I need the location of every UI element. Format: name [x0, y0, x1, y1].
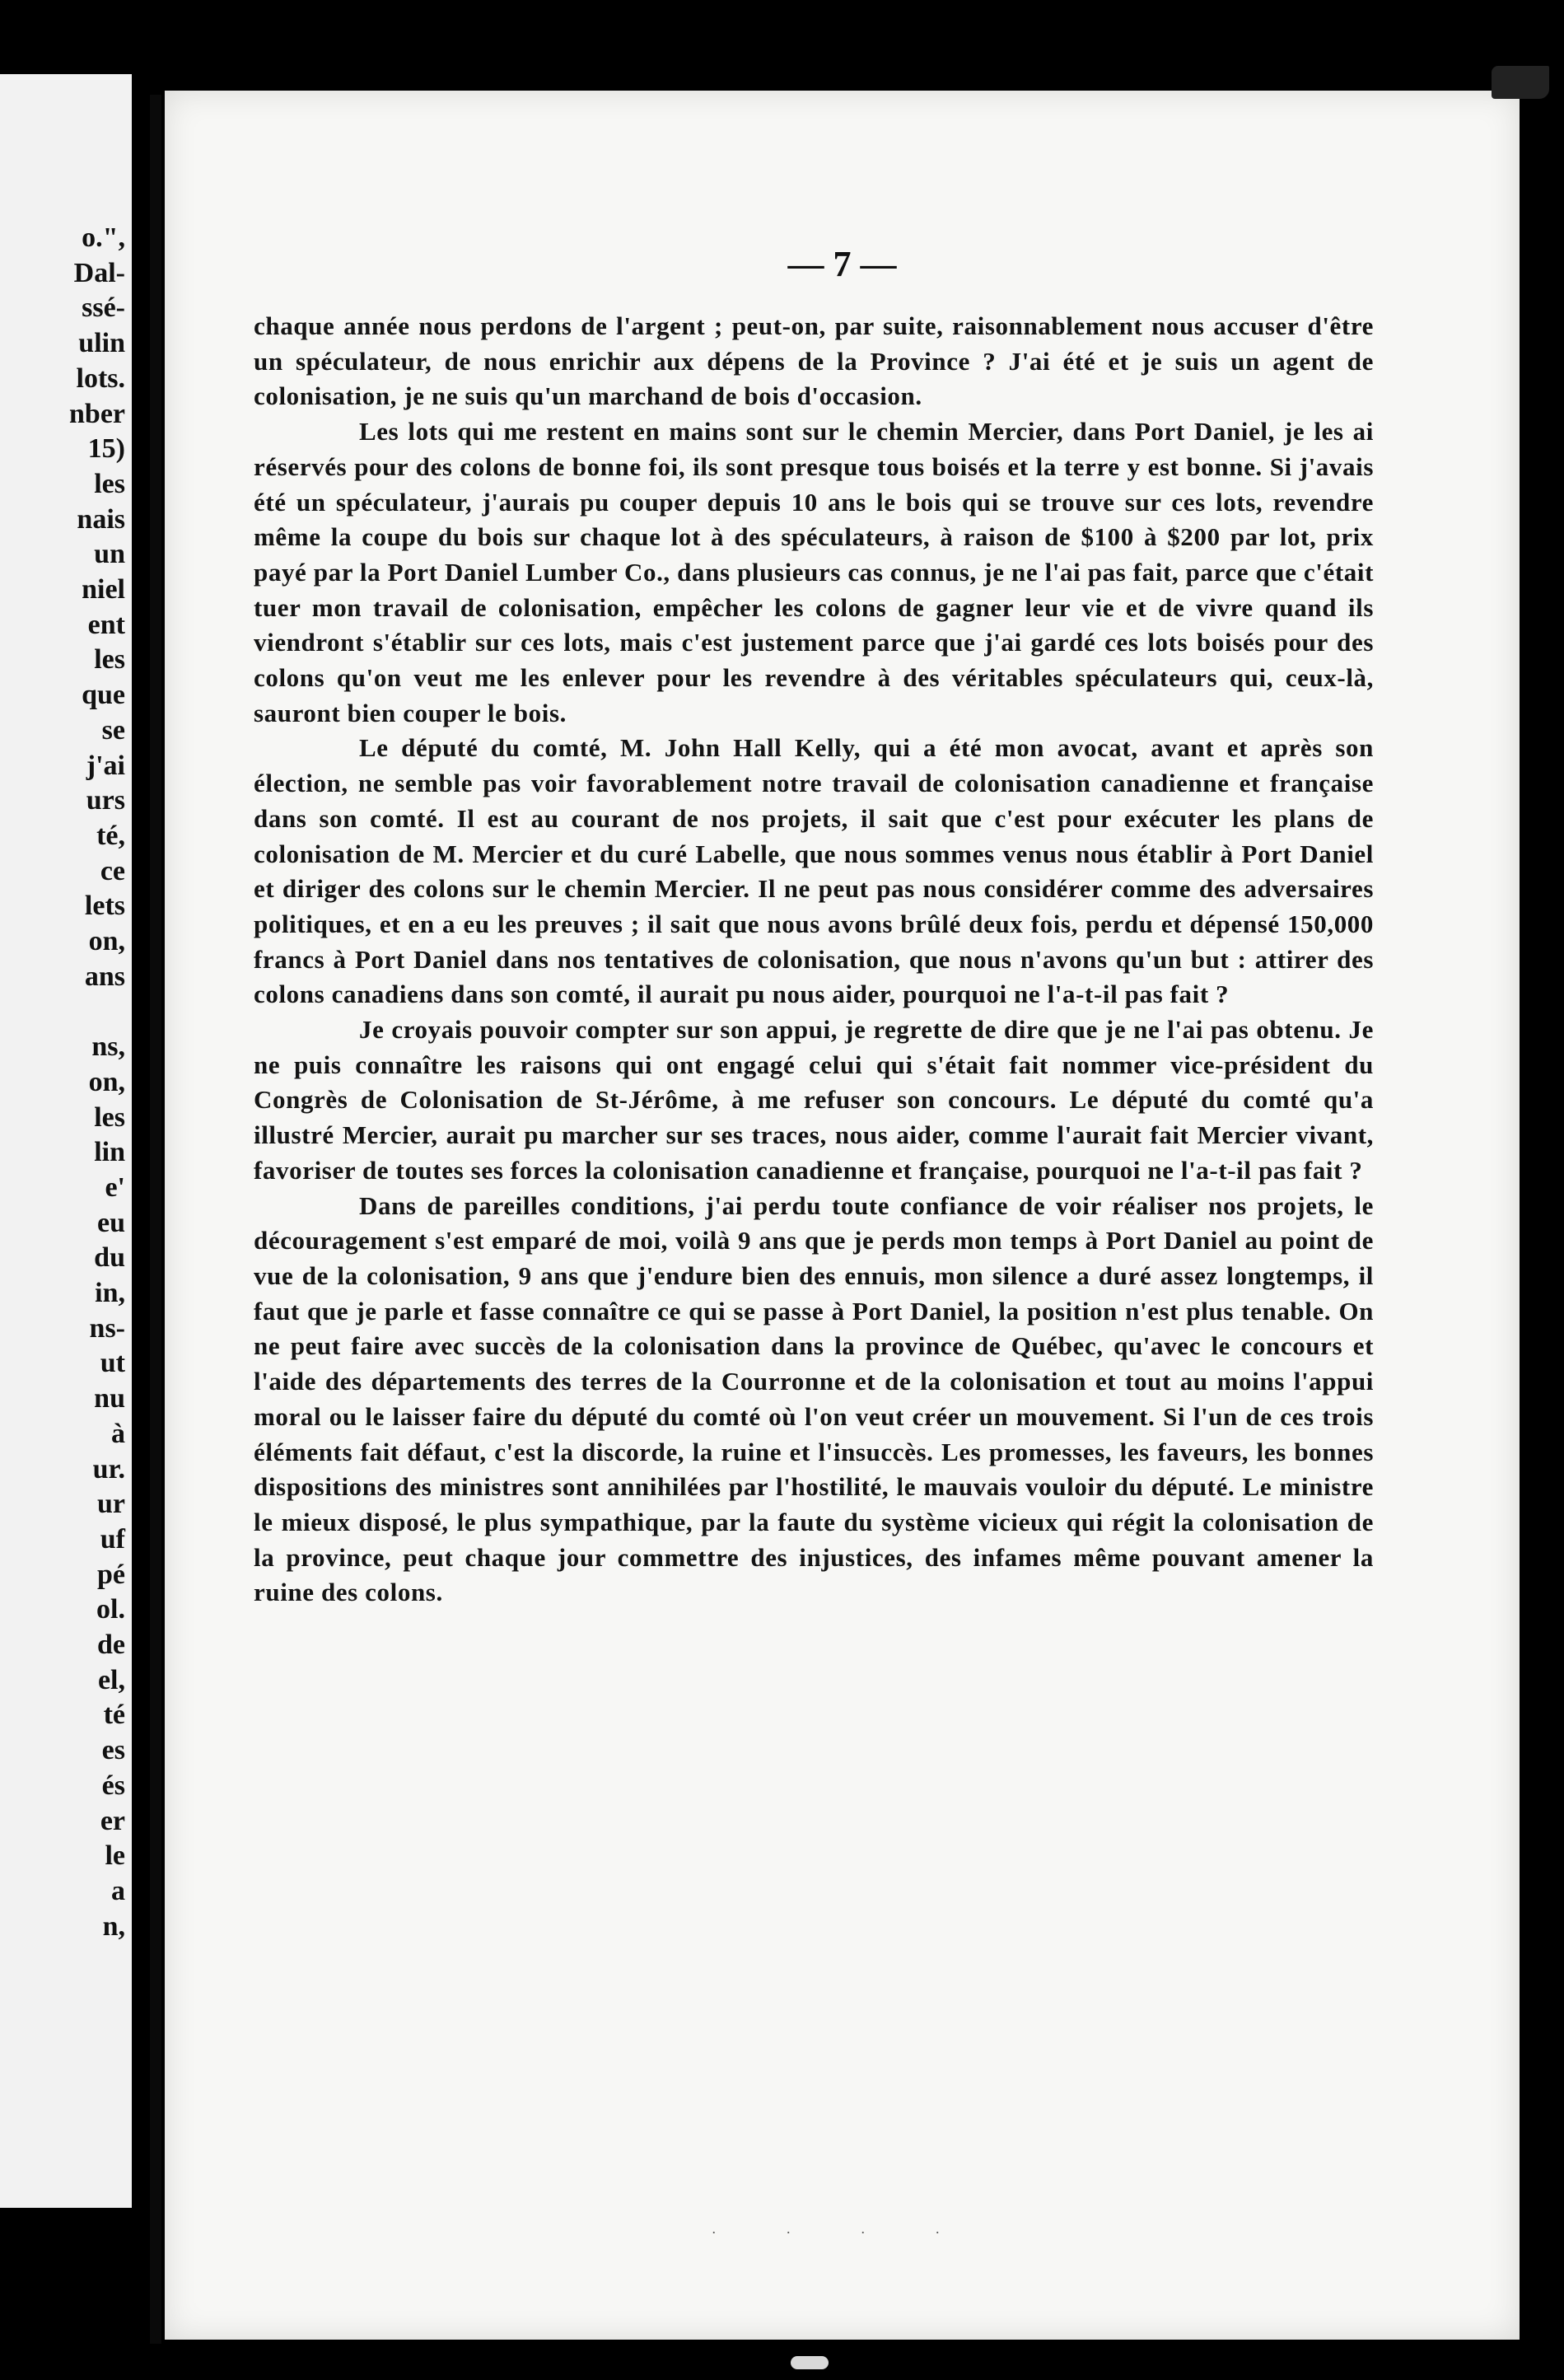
previous-page-fragment: lets — [84, 891, 125, 922]
previous-page-fragment: n, — [102, 1910, 125, 1942]
previous-page-fragment: er — [100, 1805, 125, 1836]
page-gutter — [150, 95, 161, 2344]
previous-page-fragment: eu — [97, 1207, 125, 1238]
previous-page-fragment: on, — [88, 1066, 125, 1097]
previous-page-fragment: el, — [97, 1664, 125, 1695]
previous-page-fragment: ssé- — [82, 292, 125, 324]
previous-page-fragment: 15) — [87, 433, 125, 465]
previous-page-fragment: té, — [96, 820, 125, 851]
previous-page-fragment: le — [105, 1840, 125, 1872]
paragraph-5: Dans de pareilles conditions, j'ai perdu toute confiance de voir réaliser nos projets, le découragement s'est emparé de moi, voilà 9 ans que je perds mon temps à Port Daniel au point de vue de la colonisation, 9 ans que j'endure bien des ennuis, mon silence a duré assez longtemps, il faut que je parle et fasse connaître ce qui se passe à Port Daniel, la position n'est plus tenable. On ne peut faire avec succès de la colonisation dans la province de Québec, qu'avec le concours et l'aide des départements des terres de la Courronne et de la colonisation et tout au moins l'appui moral ou le laisser faire du député du comté où l'on veut créer un mouvement. Si l'un de ces trois éléments fait défaut, c'est la discorde, la ruine et l'insuccès. Les promesses, les faveurs, les bonnes dispositions des ministres sont annihilées par l'hostilité, le mauvais vouloir du député. Le ministre le mieux disposé, le plus sympathique, par la faute du système vicieux qui régit la colonisation de la province, peut chaque jour commettre des injustices, des infames même pouvant amener la ruine des colons. — [254, 1190, 1374, 1607]
previous-page-fragment: les — [94, 644, 125, 676]
previous-page-fragment: ur — [97, 1489, 125, 1520]
previous-page-fragment: in, — [95, 1278, 125, 1308]
previous-page-fragment: ulin — [78, 328, 125, 359]
previous-page-fragment: niel — [82, 574, 125, 605]
previous-page-fragment: à — [111, 1418, 125, 1449]
previous-page-fragment: urs — [86, 785, 125, 816]
previous-page-fragment: ol. — [96, 1594, 125, 1625]
previous-page-fragment: on, — [88, 926, 125, 956]
previous-page-fragment: es — [101, 1735, 125, 1766]
scan-marks: · · · · — [711, 2224, 973, 2241]
previous-page-fragment: nber — [69, 398, 125, 429]
previous-page-fragment: les — [94, 468, 125, 499]
previous-page-fragment: ce — [100, 855, 125, 886]
previous-page-fragment: nais — [77, 503, 125, 535]
previous-page-fragment: se — [101, 714, 125, 746]
document-page — [165, 91, 1520, 2340]
previous-page-fragment: a — [111, 1875, 125, 1906]
previous-page-fragment: o.", — [82, 222, 125, 253]
previous-page-fragment: ans — [84, 961, 125, 992]
previous-page-edge — [0, 74, 132, 2208]
body-text — [254, 309, 1374, 1611]
previous-page-fragment: ur. — [92, 1453, 125, 1485]
previous-page-fragment: pé — [97, 1559, 125, 1590]
previous-page-fragment: de — [97, 1630, 125, 1660]
previous-page-fragment: ns- — [89, 1312, 125, 1344]
previous-page-fragment: uf — [100, 1523, 125, 1555]
previous-page-fragment: e' — [105, 1171, 125, 1203]
page-number: — 7 — — [787, 244, 897, 284]
previous-page-fragment: j'ai — [86, 750, 125, 781]
previous-page-fragment: que — [82, 680, 125, 711]
paragraph-4: Je croyais pouvoir compter sur son appui, je regrette de dire que je ne l'ai pas obtenu. Je ne puis connaître les raisons qui ont engagé celui qui s'était fait nommer vice-président du Congrès de Colonisation de St-Jérôme, à me refuser son concours. Le député du comté qu'a illustré Mercier, aurait pu marcher sur ses traces, nous aider, comme l'aurait fait Mercier vivant, favoriser de toutes ses forces la colonisation canadienne et française, pourquoi ne l'a-t-il pas fait ? — [254, 1015, 1374, 1185]
previous-page-fragment: té — [103, 1700, 125, 1731]
previous-page-fragment: les — [94, 1101, 125, 1133]
previous-page-fragment: lin — [94, 1137, 125, 1168]
scan-stamp — [791, 2356, 829, 2369]
paragraph-1: chaque année nous perdons de l'argent ; peut-on, par suite, raisonnablement nous accuser d'être un spéculateur, de nous enrichir aux dépens de la Province ? J'ai été et je suis un agent de colonisation, je ne suis qu'un marchand de bois d'occasion. — [254, 311, 1374, 411]
scan-smudge — [1492, 66, 1549, 99]
previous-page-fragment: lots. — [76, 362, 125, 394]
previous-page-fragment: du — [94, 1242, 125, 1274]
previous-page-fragment: és — [101, 1770, 125, 1801]
previous-page-fragment: ns, — [91, 1031, 125, 1063]
paragraph-2: Les lots qui me restent en mains sont sur le chemin Mercier, dans Port Daniel, je les ai réservés pour des colons de bonne foi, ils sont presque tous boisés et la terre y est bonne. Si j'avais été un spéculateur, j'aurais pu couper depuis 10 ans le bois qui se trouve sur ces lots, revendre même la coupe du bois sur chaque lot à des spéculateurs, à raison de $100 à $200 par lot, prix payé par la Port Daniel Lumber Co., dans plusieurs cas connus, je ne l'ai pas fait, parce que c'était tuer mon travail de colonisation, empêcher les colons de gagner leur vie et de vivre quand ils viendront s'établir sur ces lots, mais c'est justement parce que j'ai gardé ces lots boisés pour des colons qu'on veut me les enlever pour les revendre à des véritables spéculateurs qui, ceux-là, sauront bien couper le bois. — [254, 417, 1374, 727]
previous-page-fragment: Dal- — [73, 257, 125, 288]
paragraph-3: Le député du comté, M. John Hall Kelly, qui a été mon avocat, avant et après son élection, ne semble pas voir favorablement notre travail de colonisation canadienne et française dans son comté. Il est au courant de nos projets, il sait que c'est pour exécuter les plans de colonisation de M. Mercier et du curé Labelle, que nous sommes venus nous établir à Port Daniel et diriger des colons sur le chemin Mercier. Il ne peut pas nous considérer comme des adversaires politiques, et en a eu les preuves ; il sait que nous avons brûlé deux fois, perdu et dépensé 150,000 francs à Port Daniel dans nos tentatives de colonisation, que nous n'avons qu'un but : attirer des colons canadiens dans son comté, il aurait pu nous aider, pourquoi ne l'a-t-il pas fait ? — [254, 733, 1374, 1009]
previous-page-fragment: ent — [87, 609, 125, 640]
previous-page-fragment: un — [94, 539, 125, 570]
previous-page-fragment: nu — [94, 1383, 125, 1414]
previous-page-fragment: ut — [100, 1348, 125, 1379]
